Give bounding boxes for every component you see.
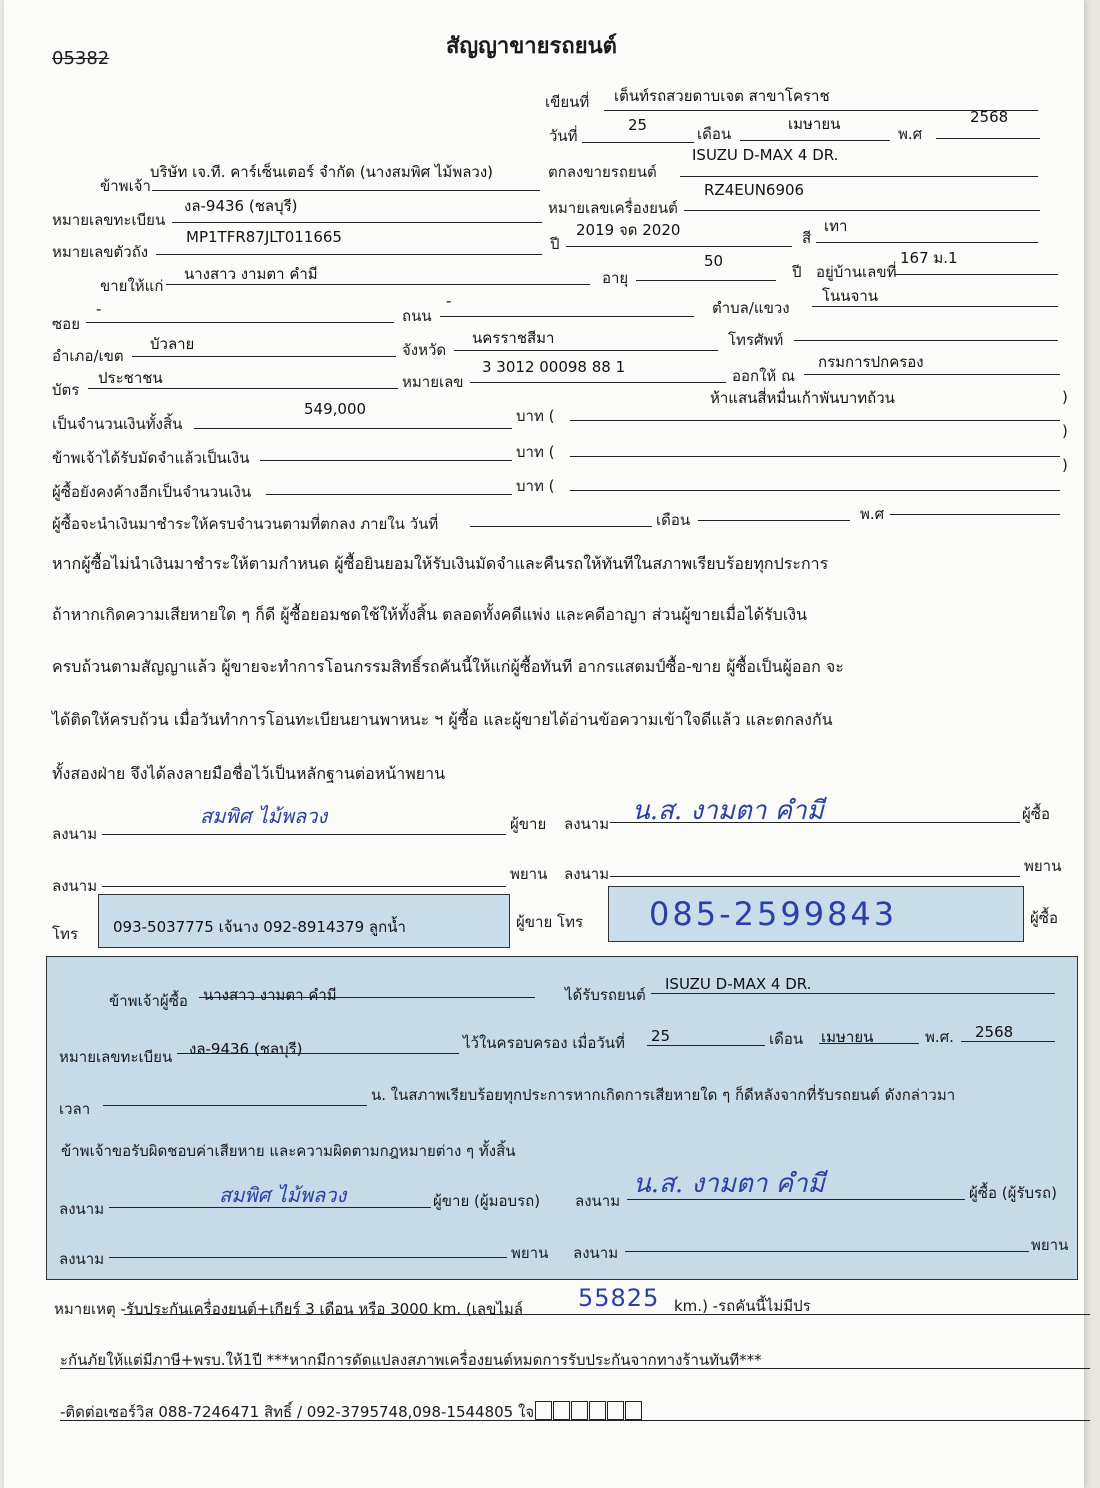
agree-sell-line xyxy=(680,176,1038,177)
buyer-sign-label: ลงนาม xyxy=(564,815,610,833)
buyer-signature: น.ส. งามตา คำมี xyxy=(632,796,824,826)
terms-line-5: ทั้งสองฝ่าย จึงได้ลงลายมือชื่อไว้เป็นหลักฐานต่อหน้าพยาน xyxy=(52,764,446,783)
house-no-line xyxy=(894,274,1058,275)
receipt-seller-sign-label: ลงนาม xyxy=(59,1200,105,1218)
checkbox-4 xyxy=(589,1401,606,1420)
document-number: 05382 xyxy=(52,48,110,69)
witness1-sign-line xyxy=(102,886,506,887)
buyer-phone-role: ผู้ซื้อ xyxy=(1030,909,1058,927)
seller-tel-label: ผู้ขาย โทร xyxy=(516,913,584,931)
date-year-value: 2568 xyxy=(970,108,1009,126)
registration-value: งล-9436 (ชลบุรี) xyxy=(184,197,298,215)
province-line xyxy=(454,350,718,351)
date-month-line xyxy=(740,140,890,141)
year-model-value: 2019 จด 2020 xyxy=(576,221,681,239)
total-close: ) xyxy=(1062,388,1068,406)
agree-sell-label: ตกลงขายรถยนต์ xyxy=(548,163,657,181)
outstanding-label: ผู้ซื้อยังคงค้างอีกเป็นจำนวนเงิน xyxy=(52,483,252,501)
deposit-label: ข้าพเจ้าได้รับมัดจำแล้วเป็นเงิน xyxy=(52,449,250,467)
registration-label: หมายเลขทะเบียน xyxy=(52,211,166,229)
receipt-buyer-value: นางสาว งามตา คำมี xyxy=(203,986,337,1004)
chassis-no-line xyxy=(156,254,542,255)
id-number-line xyxy=(470,382,726,383)
receipt-witness1-role: พยาน xyxy=(511,1244,549,1262)
receipt-witness1-sign-label: ลงนาม xyxy=(59,1250,105,1268)
date-year-label: พ.ศ xyxy=(898,125,923,143)
checkbox-2 xyxy=(553,1401,570,1420)
receipt-year-line xyxy=(961,1041,1055,1042)
receipt-buyer-sign-label: ลงนาม xyxy=(575,1192,621,1210)
receipt-seller-role: ผู้ขาย (ผู้มอบรถ) xyxy=(433,1192,541,1210)
engine-no-value: RZ4EUN6906 xyxy=(704,181,805,199)
payment-due-month-line xyxy=(698,520,850,521)
id-card-value: ประชาชน xyxy=(98,369,163,387)
receipt-possession-label: ไว้ในครอบครอง เมื่อวันที่ xyxy=(463,1034,625,1052)
seller-line xyxy=(152,190,540,191)
receipt-seller-signature: สมพิศ ไม้พลวง xyxy=(219,1183,347,1207)
checkbox-3 xyxy=(571,1401,588,1420)
receipt-month-value: เมษายน xyxy=(821,1028,874,1046)
terms-line-1: หากผู้ซื้อไม่นำเงินมาชำระให้ตามกำหนด ผู้ซื้อยินยอมให้รับเงินมัดจำและคืนรถให้ทันทีในสภาพเรียบร้อยทุกประการ xyxy=(52,554,829,573)
seller-label: ข้าพเจ้า xyxy=(100,177,151,195)
date-day-line xyxy=(582,142,694,143)
soi-label: ซอย xyxy=(52,315,80,333)
deposit-words-line xyxy=(570,456,1060,457)
seller-sign-line xyxy=(102,834,506,835)
witness1-role-label: พยาน xyxy=(510,865,548,883)
phone-row-label: โทร xyxy=(52,925,79,943)
age-line xyxy=(636,280,776,281)
district-label: อำเภอ/เขต xyxy=(52,347,124,365)
receipt-witness2-role: พยาน xyxy=(1031,1236,1069,1254)
total-words-value: ห้าแสนสี่หมื่นเก้าพันบาทถ้วน xyxy=(710,389,895,407)
payment-due-year-label: พ.ศ xyxy=(860,505,885,523)
payment-due-label: ผู้ซื้อจะนำเงินมาชำระให้ครบจำนวนตามที่ตกลง ภายใน วันที่ xyxy=(52,515,439,533)
id-card-label: บัตร xyxy=(52,381,80,399)
buyer-role-label: ผู้ซื้อ xyxy=(1022,805,1050,823)
deposit-baht: บาท ( xyxy=(516,443,555,461)
note-line-2-rule xyxy=(60,1368,1090,1369)
contract-paper xyxy=(4,0,1084,1488)
receipt-liability-text: ข้าพเจ้าขอรับผิดชอบค่าเสียหาย และความผิดตามกฎหมายต่าง ๆ ทั้งสิ้น xyxy=(61,1142,516,1160)
receipt-time-text: น. ในสภาพเรียบร้อยทุกประการหากเกิดการเสียหายใด ๆ ก็ดีหลังจากที่รับรถยนต์ ดังกล่าวมา xyxy=(371,1086,956,1104)
phone-label: โทรศัพท์ xyxy=(728,331,784,349)
receipt-year-label: พ.ศ. xyxy=(925,1028,954,1046)
receipt-reg-label: หมายเลขทะเบียน xyxy=(59,1048,173,1066)
outstanding-words-line xyxy=(570,490,1060,491)
vehicle-receipt-panel xyxy=(46,956,1078,1280)
id-number-value: 3 3012 00098 88 1 xyxy=(482,358,626,376)
issued-by-line xyxy=(804,374,1060,375)
buyer-value: นางสาว งามตา คำมี xyxy=(184,265,318,283)
age-value: 50 xyxy=(704,252,724,270)
witness1-sign-label: ลงนาม xyxy=(52,877,98,895)
issued-by-value: กรมการปกครอง xyxy=(818,353,924,371)
note-line-1-rule xyxy=(124,1314,1090,1315)
note-line-1-suffix: km.) -รถคันนี้ไม่มีปร xyxy=(674,1297,811,1315)
outstanding-line xyxy=(266,494,512,495)
soi-line xyxy=(86,322,394,323)
note-line-1-prefix: หมายเหตุ -รับประกันเครื่องยนต์+เกียร์ 3 เดือน หรือ 3000 km. (เลขไมล์ xyxy=(54,1300,523,1318)
subdistrict-value: โนนจาน xyxy=(822,287,879,305)
document-title: สัญญาขายรถยนต์ xyxy=(446,34,617,59)
total-baht: บาท ( xyxy=(516,407,555,425)
buyer-label: ขายให้แก่ xyxy=(100,277,164,295)
total-line xyxy=(194,428,512,429)
road-line xyxy=(440,316,694,317)
province-label: จังหวัด xyxy=(402,341,447,359)
district-value: บัวลาย xyxy=(150,335,195,353)
subdistrict-label: ตำบล/แขวง xyxy=(712,299,790,317)
color-value: เทา xyxy=(824,217,848,235)
outstanding-baht: บาท ( xyxy=(516,477,555,495)
receipt-reg-value: งล-9436 (ชลบุรี) xyxy=(189,1040,303,1058)
note-line-2: ะกันภัยให้แต่มีภาษี+พรบ.ให้1ปี ***หากมีการดัดแปลงสภาพเครื่องยนต์หมดการรับประกันจากทางร้านทันที*** xyxy=(60,1351,762,1369)
outstanding-close: ) xyxy=(1062,456,1068,474)
checkbox-5 xyxy=(607,1401,624,1420)
receipt-witness1-line xyxy=(109,1257,507,1258)
seller-phone-value: 093-5037775 เจ้นาง 092-8914379 ลูกน้ำ xyxy=(113,918,406,936)
terms-line-3: ครบถ้วนตามสัญญาแล้ว ผู้ขายจะทำการโอนกรรมสิทธิ์รถคันนี้ให้แก่ผู้ซื้อทันที อากรแสตมป์ซื้อ-ขาย ผู้ซื้อเป็นผู้ออก จะ xyxy=(52,657,844,676)
phone-line xyxy=(794,340,1058,341)
checkbox-6 xyxy=(625,1401,642,1420)
receipt-witness2-line xyxy=(625,1251,1029,1252)
total-label: เป็นจำนวนเงินทั้งสิ้น xyxy=(52,415,183,433)
written-at-value: เต็นท์รถสวยดาบเจต สาขาโคราช xyxy=(614,87,830,105)
deposit-line xyxy=(260,460,512,461)
note-line-3-text: -ติดต่อเซอร์วิส 088-7246471 สิทธิ์ / 092-3795748,098-1544805 ใจ xyxy=(60,1403,535,1421)
road-label: ถนน xyxy=(402,307,432,325)
age-label: อายุ xyxy=(602,269,629,287)
checkbox-1 xyxy=(535,1401,552,1420)
engine-no-line xyxy=(684,210,1040,211)
written-at-label: เขียนที่ xyxy=(545,93,590,111)
year-model-line xyxy=(566,246,792,247)
receipt-received-line xyxy=(651,993,1055,994)
color-line xyxy=(816,242,1038,243)
receipt-day-value: 25 xyxy=(651,1027,671,1045)
receipt-time-label: เวลา xyxy=(59,1100,91,1118)
date-month-label: เดือน xyxy=(697,125,732,143)
payment-due-month-label: เดือน xyxy=(656,511,691,529)
receipt-buyer-label: ข้าพเจ้าผู้ซื้อ xyxy=(109,992,188,1010)
witness2-sign-line xyxy=(610,876,1020,877)
date-day-value: 25 xyxy=(628,116,648,134)
district-line xyxy=(132,356,396,357)
province-value: นครราชสีมา xyxy=(472,329,555,347)
date-month-value: เมษายน xyxy=(788,115,841,133)
seller-role-label: ผู้ขาย xyxy=(510,815,547,833)
road-value: - xyxy=(446,292,452,310)
terms-line-4: ได้ติดให้ครบถ้วน เมื่อวันทำการโอนทะเบียนยานพาหนะ ฯ ผู้ซื้อ และผู้ขายได้อ่านข้อความเข้าใจดีแล้ว และตกลงกัน xyxy=(52,710,833,729)
registration-line xyxy=(172,222,542,223)
receipt-buyer-role: ผู้ซื้อ (ผู้รับรถ) xyxy=(969,1184,1057,1202)
payment-due-year-line xyxy=(890,514,1060,515)
receipt-witness2-sign-label: ลงนาม xyxy=(573,1244,619,1262)
note-line-3-rule xyxy=(60,1420,1090,1421)
receipt-received-label: ได้รับรถยนต์ xyxy=(565,986,646,1004)
seller-value: บริษัท เจ.ที. คาร์เซ็นเตอร์ จำกัด (นางสมพิศ ไม้พลวง) xyxy=(150,163,493,181)
total-value: 549,000 xyxy=(304,400,367,418)
seller-sign-label: ลงนาม xyxy=(52,825,98,843)
note-mileage: 55825 xyxy=(578,1284,660,1312)
receipt-received-value: ISUZU D-MAX 4 DR. xyxy=(665,975,812,993)
age-unit: ปี xyxy=(792,263,802,281)
payment-due-day-line xyxy=(470,526,652,527)
issued-by-label: ออกให้ ณ xyxy=(732,367,795,385)
date-year-line xyxy=(936,138,1040,139)
deposit-close: ) xyxy=(1062,422,1068,440)
buyer-phone-value: 085-2599843 xyxy=(649,895,898,933)
engine-no-label: หมายเลขเครื่องยนต์ xyxy=(548,199,678,217)
year-model-label: ปี xyxy=(550,235,560,253)
agree-sell-value: ISUZU D-MAX 4 DR. xyxy=(692,146,839,164)
buyer-phone-box xyxy=(608,886,1024,942)
receipt-year-value: 2568 xyxy=(975,1023,1014,1041)
witness2-role-label: พยาน xyxy=(1024,857,1062,875)
chassis-no-value: MP1TFR87JLT011665 xyxy=(186,228,342,246)
total-words-line xyxy=(570,420,1060,421)
receipt-day-line xyxy=(647,1045,765,1046)
receipt-month-label: เดือน xyxy=(769,1030,804,1048)
soi-value: - xyxy=(96,300,102,318)
witness2-sign-label: ลงนาม xyxy=(564,865,610,883)
receipt-buyer-signature: น.ส. งามตา คำมี xyxy=(633,1169,825,1199)
terms-line-2: ถ้าหากเกิดความเสียหายใด ๆ ก็ดี ผู้ซื้อยอมชดใช้ให้ทั้งสิ้น ตลอดทั้งคดีแพ่ง และคดีอาญา ส่วนผู้ขายเมื่อได้รับเงิน xyxy=(52,605,808,624)
seller-phone-box xyxy=(98,894,510,948)
seller-signature: สมพิศ ไม้พลวง xyxy=(200,804,328,828)
color-label: สี xyxy=(802,229,812,247)
house-no-value: 167 ม.1 xyxy=(900,249,958,267)
house-no-label: อยู่บ้านเลขที่ xyxy=(816,263,897,281)
date-day-label: วันที่ xyxy=(549,127,578,145)
receipt-time-line xyxy=(103,1105,367,1106)
chassis-no-label: หมายเลขตัวถัง xyxy=(52,243,149,261)
id-number-label: หมายเลข xyxy=(402,373,464,391)
